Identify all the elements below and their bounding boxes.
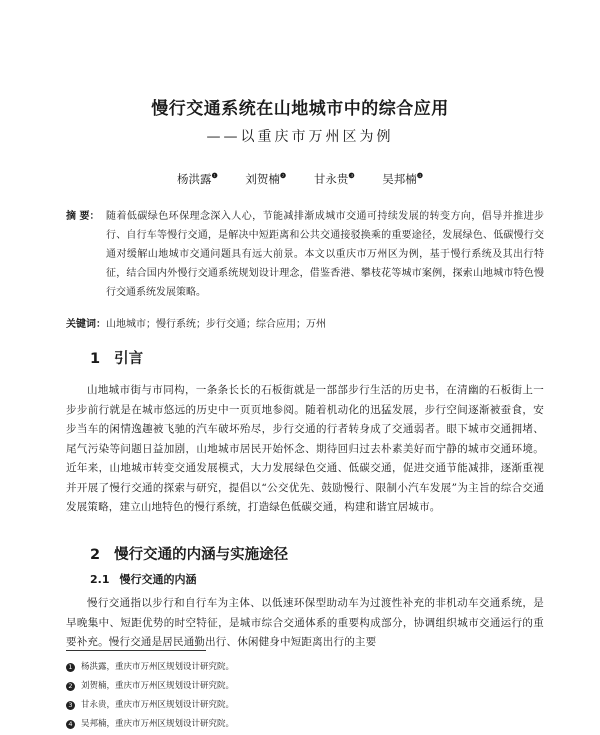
author-1: 杨洪露$^❶$	[176, 171, 218, 186]
author-1-footnote-mark: ❶	[211, 171, 218, 181]
section-1-title: 引言	[114, 351, 144, 367]
keywords-text: 山地城市；慢行系统；步行交通；综合应用；万州	[106, 319, 326, 330]
section-2-1-heading	[90, 571, 197, 587]
section-2-heading	[90, 543, 288, 564]
section-1-number: 1	[90, 351, 101, 367]
section-2-1-paragraph: 慢行交通指以步行和自行车为主体、以低速环保型助动车为过渡性补充的非机动车交通系统，是早晚集中、短距优势的时空特征，是城市综合交通体系的重要构成部分，协调组织城市交通运行的重要补充。慢行交通是居民通勤出行、休闲健身中短距离出行的主要	[66, 597, 544, 648]
abstract-text: 随着低碳绿色环保理念深入人心，节能减排渐成城市交通可持续发展的转变方向，倡导并推进步行、自行车等慢行交通，是解决中短距离和公共交通接驳换乘的重要途径，发展绿色、低碳慢行交通对缓解山地城市交通问题具有远大前景。本文以重庆市万州区为例，基于慢行系统及其出行特征，结合国内外慢行交通系统规划设计理念，借鉴香港、攀枝花等城市案例，探索山地城市特色慢行交通系统发展策略。	[106, 211, 544, 298]
footnote-2	[66, 680, 234, 692]
footnote-3	[66, 699, 234, 711]
abstract-label: 摘 要：	[66, 211, 100, 222]
author-4: 吴邦楠$^❹$	[382, 171, 424, 186]
section-1-heading	[90, 347, 143, 368]
footnote-2-marker: 2	[66, 682, 75, 691]
footnote-divider	[66, 650, 206, 651]
footnote-4-marker: 4	[66, 720, 75, 729]
section-1-paragraph: 山地城市街与市同构，一条条长长的石板街就是一部部步行生活的历史书，在清幽的石板街上一步步前行就是在城市悠远的历史中一页页地参阅。随着机动化的迅猛发展，步行空间逐渐被蚕食，安步当车的闲情逸趣被飞驰的汽车破坏殆尽，步行交通的行者转身成了交通弱者。眼下城市交通拥堵、尾气污染等问题日益加剧，山地城市居民开始怀念、期待回归过去朴素美好而宁静的城市交通环境。近年来，山地城市转变交通发展模式，大力发展绿色交通、低碳交通，促进交通节能减排，逐渐重视并开展了慢行交通的探索与研究，提倡以“公交优先、鼓励慢行、限制小汽车发展”为主旨的综合交通发展策略，建立山地特色的慢行系统，打造绿色低碳交通，构建和谐宜居城市。	[66, 384, 544, 513]
section-2-1-title: 慢行交通的内涵	[119, 573, 197, 586]
footnote-4-text: 吴邦楠，重庆市万州区规划设计研究院。	[81, 719, 235, 729]
author-3-footnote-mark: ❸	[348, 171, 355, 181]
footnote-3-marker: 3	[66, 701, 75, 710]
abstract	[66, 207, 544, 302]
author-2: 刘贺楠$^❷$	[245, 171, 287, 186]
author-4-footnote-mark: ❹	[416, 171, 424, 181]
footnote-1-marker: 1	[66, 663, 75, 672]
footnote-3-text: 甘永贵，重庆市万州区规划设计研究院。	[81, 700, 235, 710]
keywords	[66, 315, 544, 334]
section-2-number: 2	[90, 547, 101, 563]
author-3: 甘永贵$^❸$	[313, 171, 355, 186]
author-2-footnote-mark: ❷	[279, 171, 287, 181]
footnote-1-text: 杨洪露，重庆市万州区规划设计研究院。	[81, 662, 235, 672]
keywords-label: 关键词：	[66, 319, 106, 330]
author-list	[0, 171, 600, 187]
section-2-title: 慢行交通的内涵与实施途径	[114, 547, 289, 563]
footnote-4	[66, 718, 234, 730]
section-2-1-number: 2.1	[90, 573, 110, 586]
paper-title: 慢行交通系统在山地城市中的综合应用	[151, 99, 449, 119]
footnote-2-text: 刘贺楠，重庆市万州区规划设计研究院。	[81, 681, 235, 691]
footnote-1	[66, 661, 234, 673]
paper-subtitle: ——以重庆市万州区为例	[206, 129, 394, 145]
